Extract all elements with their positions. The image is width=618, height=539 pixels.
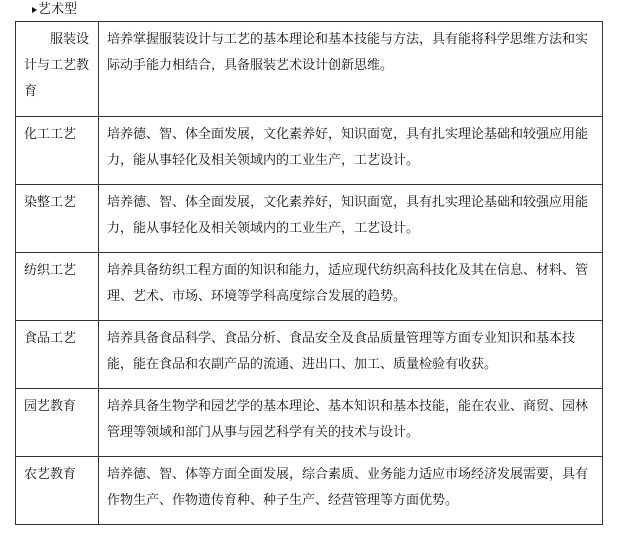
table-row (16, 22, 603, 117)
section-heading (32, 2, 77, 18)
table-row (16, 389, 603, 457)
triangle-right-icon (32, 7, 37, 13)
table-row (16, 457, 603, 525)
major-description: 培养掌握服装设计与工艺的基本理论和基本技能与方法，具有能将科学思维方法和实际动手能力相结合，具备服装艺术设计创新思维。 (99, 22, 603, 117)
major-name: 纺织工艺 (16, 253, 99, 321)
major-name: 化工工艺 (16, 117, 99, 185)
major-description: 培养具备纺织工程方面的知识和能力，适应现代纺织高科技化及其在信息、材料、管理、艺术、市场、环境等学科高度综合发展的趋势。 (99, 253, 603, 321)
major-description: 培养德、智、体全面发展，文化素养好，知识面宽，具有扎实理论基础和较强应用能力，能从事轻化及相关领域内的工业生产，工艺设计。 (99, 185, 603, 253)
major-name: 染整工艺 (16, 185, 99, 253)
table-row (16, 185, 603, 253)
major-name: 食品工艺 (16, 321, 99, 389)
major-name: 农艺教育 (16, 457, 99, 525)
major-name: 园艺教育 (16, 389, 99, 457)
table-row (16, 321, 603, 389)
major-description: 培养德、智、体等方面全面发展，综合素质、业务能力适应市场经济发展需要，具有作物生产、作物遗传育种、种子生产、经营管理等方面优势。 (99, 457, 603, 525)
major-description: 培养具备生物学和园艺学的基本理论、基本知识和基本技能，能在农业、商贸、园林管理等领域和部门从事与园艺科学有关的技术与设计。 (99, 389, 603, 457)
table-row (16, 253, 603, 321)
major-name: 服装设计与工艺教育 (16, 22, 99, 117)
section-title: 艺术型 (38, 2, 78, 17)
majors-table (15, 21, 603, 525)
table-row (16, 117, 603, 185)
major-description: 培养具备食品科学、食品分析、食品安全及食品质量管理等方面专业知识和基本技能，能在食品和农副产品的流通、进出口、加工、质量检验有收获。 (99, 321, 603, 389)
major-description: 培养德、智、体全面发展，文化素养好，知识面宽，具有扎实理论基础和较强应用能力，能从事轻化及相关领域内的工业生产，工艺设计。 (99, 117, 603, 185)
